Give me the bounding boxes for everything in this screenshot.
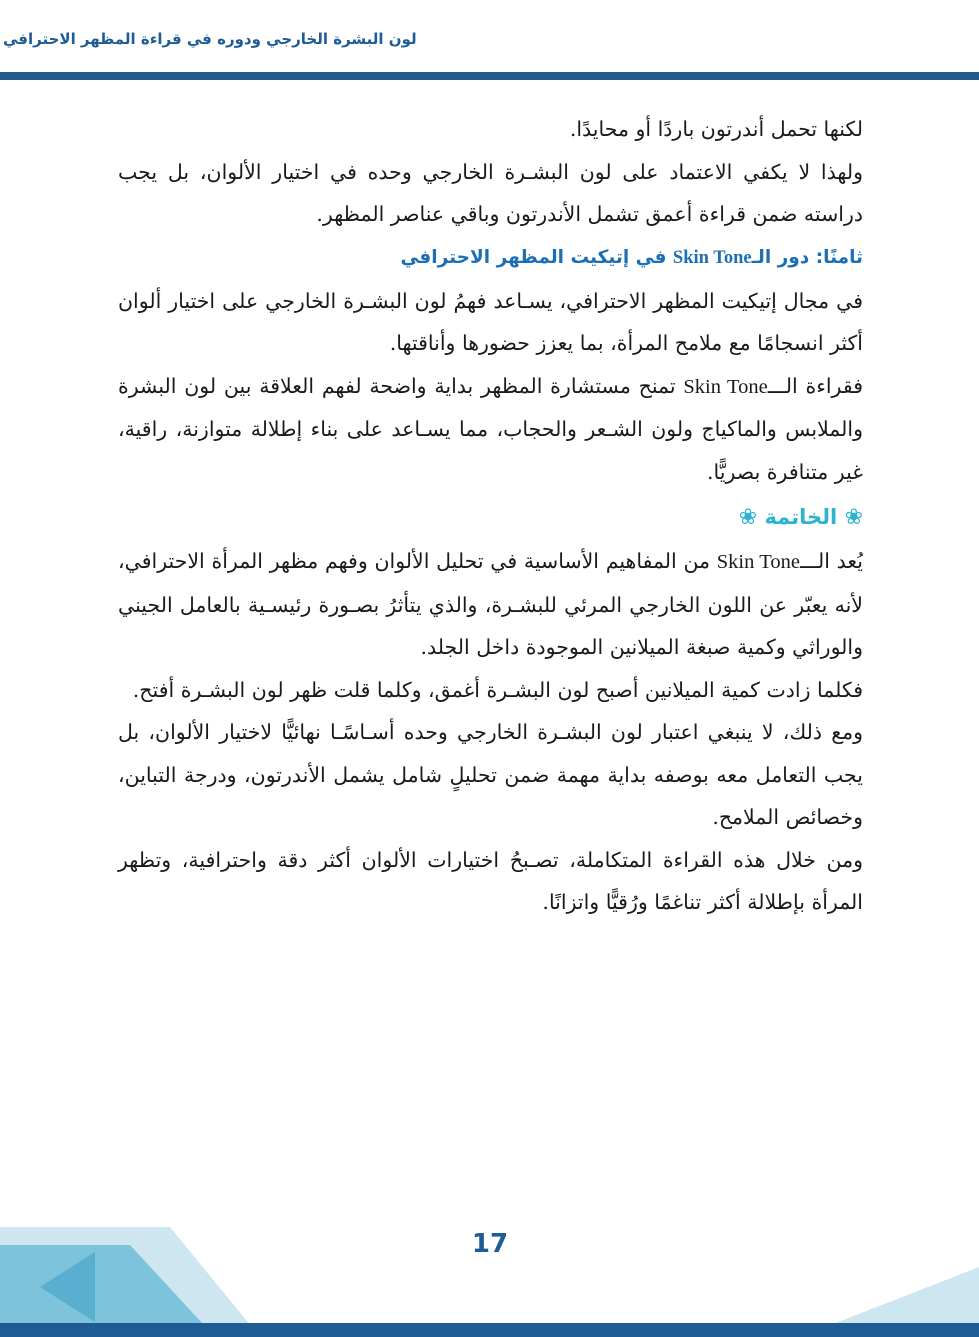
paragraph-prefix: فقراءة الـــ [767,373,864,398]
section-heading-prefix: ثامنًا: دور الـ [751,246,863,268]
page-number: 17 [471,1229,509,1259]
paragraph: في مجال إتيكيت المظهر الاحترافي، يسـاعد فهمُ لون البشـرة الخارجي على اختيار ألوان أكثر انسجامًا مع ملامح المرأة، بما يعزز حضورها وأناقتها. [118,288,863,355]
paragraph-suffix: تمنح مستشارة المظهر بداية واضحة لفهم العلاقة بين لون البشرة والملابس والماكياج ولون الشـعر والحجاب، مما يسـاعد على بناء إطلالة متوازنة، راقية، غير متنافرة بصريًّا. [118,373,863,484]
header-rule [0,72,979,80]
paragraph [118,365,863,494]
flower-icon: ❀ [844,505,863,530]
paragraph-suffix: من المفاهيم الأساسية في تحليل الألوان وفهم مظهر المرأة الاحترافي، لأنه يعبّر عن اللون الخارجي المرئي للبشـرة، والذي يتأثرُ بصـورة رئيسـية بالعامل الجيني والوراثي وكمية صبغة الميلانين الموجودة داخل الجلد. [118,549,863,659]
flower-icon: ❀ [738,505,758,530]
conclusion-heading-text: الخاتمة [764,505,838,529]
paragraph: فكلما زادت كمية الميلانين أصبح لون البشـرة أغمق، وكلما قلت ظهر لون البشـرة أفتح. [132,677,863,702]
footer-rule [0,1323,979,1337]
section-heading [118,236,863,280]
conclusion-heading [118,495,863,540]
paragraph-latin-term: Skin Tone [716,551,800,573]
section-heading-latin: Skin Tone [672,247,752,268]
paragraph: ومن خلال هذه القراءة المتكاملة، تصـبحُ اختيارات الألوان أكثر دقة واحترافية، وتظهر المرأة بإطلالة أكثر تناغمًا ورُقيًّا واتزانًا. [118,847,863,914]
page-body [118,108,863,924]
paragraph: ولهذا لا يكفي الاعتماد على لون البشـرة الخارجي وحده في اختيار الألوان، بل يجب دراسته ضمن قراءة أعمق تشمل الأندرتون وباقي عناصر المظهر. [118,159,863,226]
section-heading-suffix: في إتيكيت المظهر الاحترافي [400,246,673,268]
running-header-title: لون البشرة الخارجي ودوره في قراءة المظهر الاحترافي [3,30,417,48]
paragraph: لكنها تحمل أندرتون باردًا أو محايدًا. [569,117,863,141]
paragraph [118,540,863,669]
paragraph-latin-term: Skin Tone [683,375,768,398]
paragraph-prefix: يُعد الـــ [799,549,863,573]
paragraph: ومع ذلك، لا ينبغي اعتبار لون البشـرة الخارجي وحده أسـاسًـا نهائيًّا لاختيار الألوان، بل يجب التعامل معه بوصفه بداية مهمة ضمن تحليلٍ شامل يشمل الأندرتون، ودرجة التباين، وخصائص الملامح. [118,720,863,829]
